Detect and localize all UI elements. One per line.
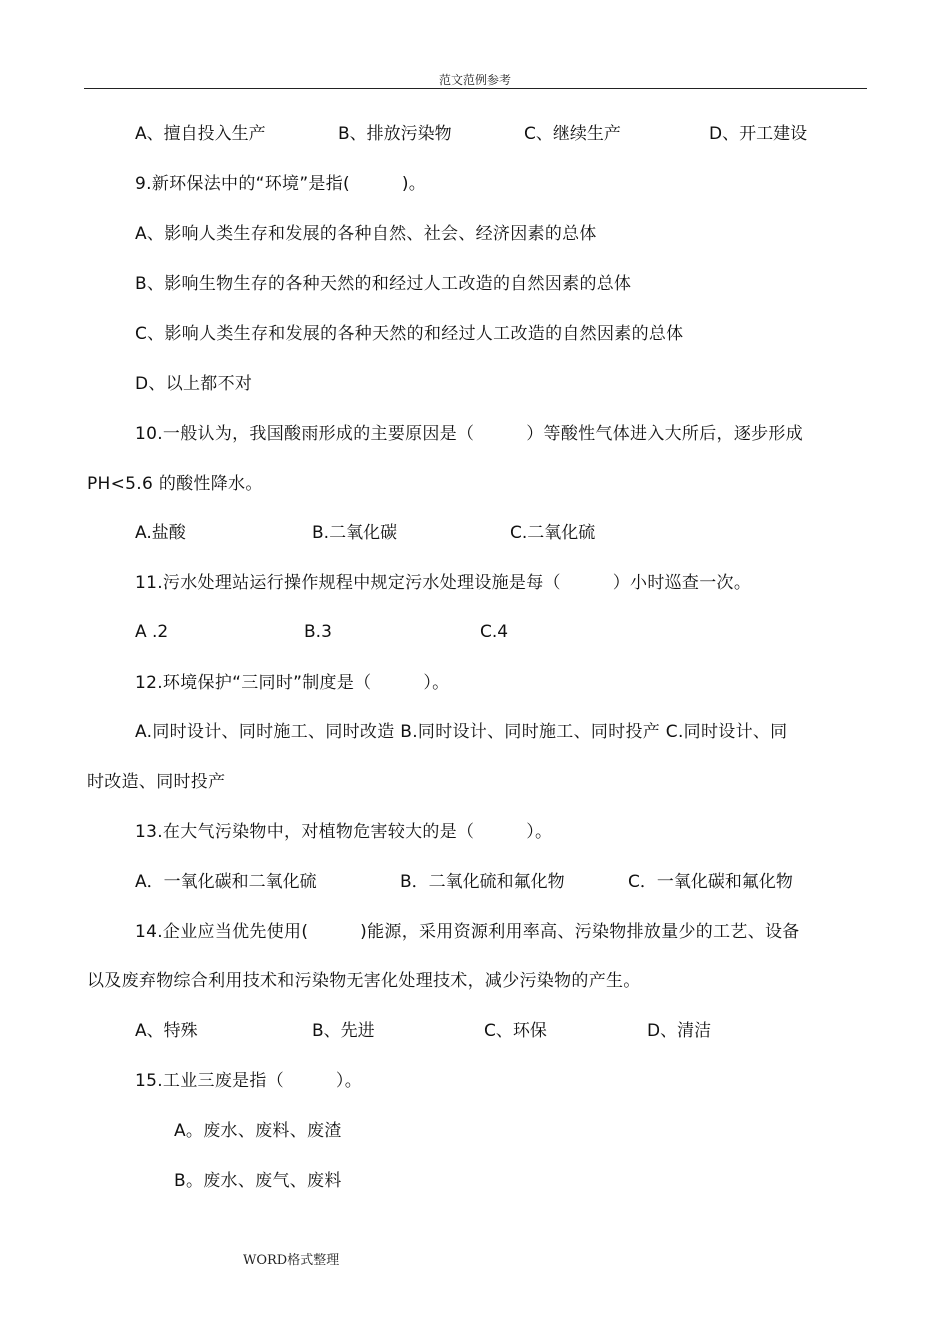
- q11-option-c: C.4: [480, 622, 509, 642]
- q9-option-c: C、影响人类生存和发展的各种天然的和经过人工改造的自然因素的总体: [135, 324, 684, 344]
- q12-options-line2: 时改造、同时投产: [87, 772, 226, 792]
- q14-option-b: B、先进: [312, 1021, 375, 1041]
- q10-stem-line2: PH<5.6 的酸性降水。: [87, 474, 263, 494]
- q13-option-a: A．一氧化碳和二氧化硫: [135, 872, 317, 892]
- q12-options-line1: A.同时设计、同时施工、同时改造 B.同时设计、同时施工、同时投产 C.同时设计、同: [135, 722, 788, 742]
- q15-stem: 15.工业三废是指（ ）。: [135, 1071, 363, 1091]
- q10-option-a: A.盐酸: [135, 523, 186, 543]
- q15-option-b: B。废水、废气、废料: [174, 1171, 342, 1191]
- q11-stem: 11.污水处理站运行操作规程中规定污水处理设施是每（ ）小时巡查一次。: [135, 573, 752, 593]
- q10-stem-line1: 10.一般认为，我国酸雨形成的主要原因是（ ）等酸性气体进入大所后，逐步形成: [135, 424, 804, 444]
- q14-stem-line2: 以及废弃物综合利用技术和污染物无害化处理技术，减少污染物的产生。: [87, 971, 641, 991]
- q14-stem-line1: 14.企业应当优先使用( )能源，采用资源利用率高、污染物排放量少的工艺、设备: [135, 922, 800, 942]
- q8-option-c: C、继续生产: [524, 124, 621, 144]
- q13-option-c: C．一氧化碳和氟化物: [628, 872, 793, 892]
- q8-option-d: D、开工建设: [709, 124, 808, 144]
- header-divider: [84, 88, 867, 89]
- q9-option-b: B、影响生物生存的各种天然的和经过人工改造的自然因素的总体: [135, 274, 632, 294]
- q14-option-c: C、环保: [484, 1021, 547, 1041]
- q8-option-b: B、排放污染物: [338, 124, 452, 144]
- q11-option-b: B.3: [304, 622, 332, 642]
- q11-option-a: A .2: [135, 622, 169, 642]
- q9-option-d: D、以上都不对: [135, 374, 253, 394]
- q8-option-a: A、擅自投入生产: [135, 124, 266, 144]
- q10-option-c: C.二氧化硫: [510, 523, 596, 543]
- q9-stem: 9.新环保法中的“环境”是指( )。: [135, 174, 427, 194]
- q12-stem: 12.环境保护“三同时”制度是（ ）。: [135, 673, 450, 693]
- q14-option-d: D、清洁: [647, 1021, 712, 1041]
- q13-stem: 13.在大气污染物中，对植物危害较大的是（ ）。: [135, 822, 553, 842]
- q10-option-b: B.二氧化碳: [312, 523, 398, 543]
- q9-option-a: A、影响人类生存和发展的各种自然、社会、经济因素的总体: [135, 224, 597, 244]
- q14-option-a: A、特殊: [135, 1021, 198, 1041]
- q15-option-a: A。废水、废料、废渣: [174, 1121, 342, 1141]
- q13-option-b: B．二氧化硫和氟化物: [400, 872, 565, 892]
- page-footer: WORD格式整理: [243, 1253, 340, 1268]
- page-header: 范文范例参考: [438, 73, 511, 87]
